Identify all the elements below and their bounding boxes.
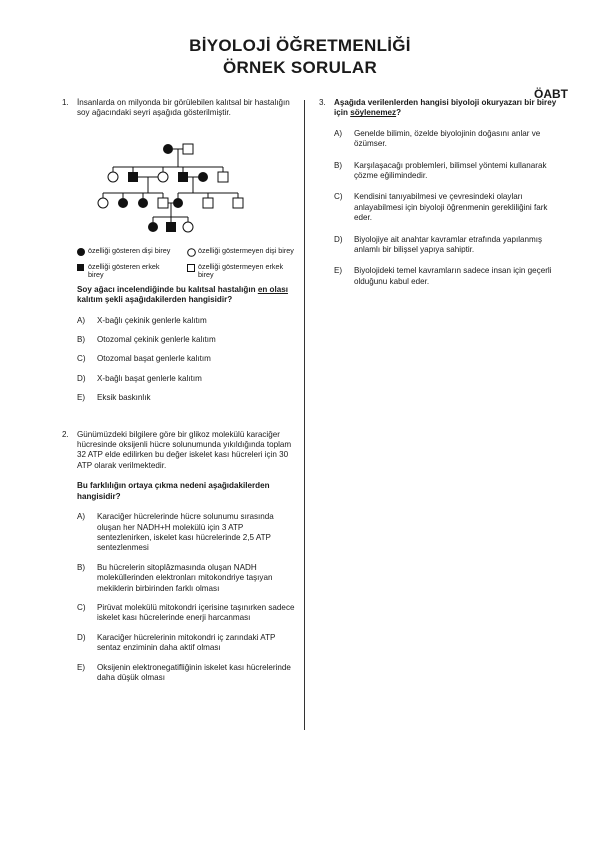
question-number: 1. — [62, 98, 69, 107]
open-circle-icon — [187, 248, 198, 257]
question-number: 3. — [319, 98, 326, 107]
option-c[interactable]: C) Kendisini tanıyabilmesi ve çevresindeki olayları anlayabilmesi için biyoloji öğrenmenin gerekliliğini fark eder. — [334, 192, 548, 223]
page-title-line2: ÖRNEK SORULAR — [222, 58, 378, 77]
option-a[interactable]: A) X-bağlı çekinik genlerle kalıtım — [77, 315, 207, 325]
question-prompt: Bu farklılığın ortaya çıkma nedeni aşağıdakilerden hangisidir? — [77, 481, 270, 501]
left-column — [62, 98, 298, 692]
open-square-icon — [187, 264, 198, 273]
option-b[interactable]: B) Otozomal çekinik genlerle kalıtım — [77, 335, 216, 345]
legend-unaffected-male: özelliği göstermeyen erkek birey — [187, 263, 297, 279]
question-number: 2. — [62, 429, 69, 439]
question-stem: Aşağıda verilenlerden hangisi biyoloji okuryazarı bir birey için söylenemez? — [334, 98, 557, 118]
option-b[interactable]: B) Karşılaşacağı problemleri, bilimsel yöntemi kullanarak çözme eğilimindedir. — [334, 160, 547, 181]
legend-unaffected-female: özelliği göstermeyen dişi birey — [187, 247, 297, 257]
option-b[interactable]: B) Bu hücrelerin sitoplâzmasında oluşan NADH moleküllerinden elektronları mitokondriye taşıyan mekiklerin birbirinden farklı olması — [77, 562, 273, 593]
right-column — [319, 98, 564, 298]
legend-affected-female: özelliği gösteren dişi birey — [77, 247, 177, 256]
question-stem: İnsanlarda on milyonda bir görülebilen kalıtsal bir hastalığın soy ağacındaki seyri aşağıda gösterilmiştir. — [77, 98, 290, 118]
answer-options — [334, 129, 564, 287]
question-1 — [62, 98, 298, 404]
exam-tag: ÖABT — [534, 87, 568, 101]
option-c[interactable]: C) Otozomal başat genlerle kalıtım — [77, 354, 211, 364]
pedigree-chart — [93, 125, 253, 245]
question-3 — [319, 98, 564, 287]
option-c[interactable]: C) Pirüvat molekülü mitokondri içerisine taşınırken sadece iskelet kası hücrelerinde enerji harcanması — [77, 602, 295, 623]
answer-options — [77, 316, 298, 404]
question-prompt: Soy ağacı incelendiğinde bu kalıtsal hastalığın en olası kalıtım şekli aşağıdakilerden hangisidir? — [77, 284, 288, 305]
filled-square-icon — [77, 264, 88, 272]
option-d[interactable]: D) X-bağlı başat genlerle kalıtım — [77, 373, 202, 383]
option-a[interactable]: A) Karaciğer hücrelerinde hücre solunumu sırasında oluşan her NADH+H molekülü için 3 ATP sentezlenirken, iskelet kası hücrelerinde 2,5 ATP sentezlenmesi — [77, 512, 274, 553]
answer-options — [77, 512, 298, 683]
page-title-line1: BİYOLOJİ ÖĞRETMENLİĞİ — [189, 36, 411, 55]
question-stem: Günümüzdeki bilgilere göre bir glikoz molekülü karaciğer hücresinde oksijenli hücre solunumunda yıkıldığında toplam 32 ATP elde edilirken bu değer iskelet kası hücreleri için 30 ATP olarak verilmektedir. — [77, 429, 292, 470]
option-a[interactable]: A) Genelde bilimin, özelde biyolojinin doğasını anlar ve özümser. — [334, 128, 541, 149]
question-2 — [62, 430, 298, 684]
column-divider — [304, 100, 305, 730]
option-d[interactable]: D) Karaciğer hücrelerinin mitokondri iç zarındaki ATP sentaz enziminin daha aktif olması — [77, 632, 276, 653]
option-e[interactable]: E) Eksik baskınlık — [77, 393, 151, 403]
pedigree-legend — [77, 247, 298, 279]
option-e[interactable]: E) Biyolojideki temel kavramların sadece insan için geçerli olduğunu kabul eder. — [334, 266, 552, 286]
filled-circle-icon — [77, 248, 88, 256]
option-d[interactable]: D) Biyolojiye ait anahtar kavramlar etrafında yapılanmış anlamlı bir bilişsel yapıya sahiptir. — [334, 234, 543, 255]
legend-affected-male: özelliği gösteren erkek birey — [77, 263, 177, 279]
option-e[interactable]: E) Oksijenin elektronegatifliğinin iskelet kası hücrelerinde daha düşük olması — [77, 662, 291, 682]
